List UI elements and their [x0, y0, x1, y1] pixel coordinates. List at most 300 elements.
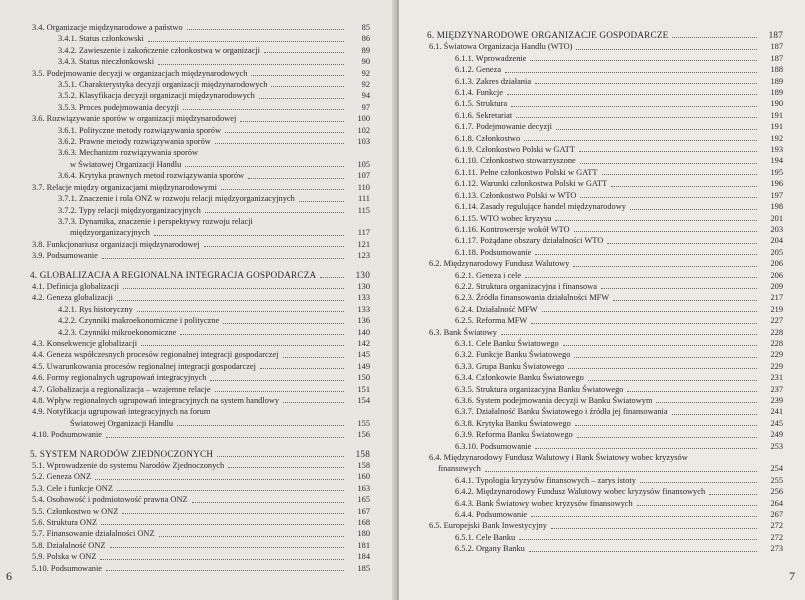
toc-entry-title: 3.7.2. Typy relacji międzyorganizacyjnych	[58, 205, 201, 215]
toc-leader-dots	[223, 323, 344, 324]
toc-entry	[427, 429, 783, 440]
toc-leader-dots	[640, 482, 757, 483]
toc-leader-dots	[228, 467, 344, 468]
toc-leader-dots	[110, 547, 345, 548]
toc-entry-title: 3.5.2. Klasyfikacja decyzji organizacji międzynarodowych	[58, 91, 255, 101]
toc-entry	[427, 133, 783, 144]
toc-entry-title: Światowej Organizacji Handlu	[70, 418, 174, 428]
toc-entry-page: 145	[357, 350, 370, 360]
toc-entry-page: 203	[770, 224, 783, 234]
toc-leader-dots	[148, 41, 344, 42]
toc-entry-page: 92	[361, 68, 370, 78]
toc-entry-title: 6.2.4. Działalność MFW	[455, 304, 538, 314]
page-number-right: 7	[789, 569, 795, 583]
toc-leader-dots	[611, 186, 757, 187]
toc-entry-page: 151	[357, 384, 370, 394]
toc-entry-page: 273	[770, 544, 783, 554]
toc-leader-dots	[260, 368, 344, 369]
toc-leader-dots	[187, 29, 344, 30]
toc-leader-dots	[574, 231, 757, 232]
toc-entry-page: 123	[357, 251, 370, 261]
toc-entry-title: 6.1.17. Pożądane obszary działalności WTO	[455, 236, 604, 246]
toc-leader-dots	[100, 559, 344, 560]
toc-entry-title: 5.6. Struktura ONZ	[32, 518, 98, 528]
toc-entry-page: 191	[770, 110, 783, 120]
toc-entry-title: 4. GLOBALIZACJA A REGIONALNA INTEGRACJA GOSPODARCZA	[30, 269, 317, 280]
toc-leader-dots	[225, 132, 344, 133]
toc-leader-dots	[535, 83, 757, 84]
toc-entry-title: 4.6. Formy regionalnych ugrupowań integracyjnych	[32, 373, 207, 383]
toc-entry-title: 3.6.2. Prawne metody rozwiązywania sporów	[58, 137, 211, 147]
toc-entry	[427, 190, 783, 201]
toc-entry-title: 4.2.2. Czynniki makroekonomiczne i polityczne	[58, 316, 220, 326]
toc-entry	[427, 372, 783, 383]
toc-entry	[30, 113, 370, 124]
toc-entry	[427, 144, 783, 155]
toc-entry	[30, 205, 370, 216]
toc-leader-dots	[122, 513, 344, 514]
toc-entry-page: 97	[361, 102, 370, 112]
toc-leader-dots	[180, 334, 344, 335]
toc-leader-dots	[507, 94, 757, 95]
toc-entry-title: 5.8. Działalność ONZ	[32, 540, 106, 550]
toc-leader-dots	[531, 516, 757, 517]
toc-entry-page: 133	[357, 293, 370, 303]
toc-entry-page: 110	[357, 182, 370, 192]
toc-entry-page: 189	[770, 76, 783, 86]
toc-entry	[30, 45, 370, 56]
toc-entry	[30, 239, 370, 250]
toc-entry-title: 6.5.1. Cele Banku	[455, 532, 516, 542]
toc-leader-dots	[117, 300, 344, 301]
toc-leader-dots	[159, 536, 344, 537]
toc-leader-dots	[551, 528, 757, 529]
toc-entry-page: 249	[770, 430, 783, 440]
toc-entry-title: 6.4. Międzynarodowy Fundusz Walutowy i Bank Światowy wobec kryzysów	[429, 453, 688, 463]
toc-entry-page: 102	[357, 125, 370, 135]
toc-leader-dots	[299, 201, 344, 202]
toc-entry-page: 167	[357, 506, 370, 516]
toc-leader-dots	[102, 258, 344, 259]
toc-entry	[30, 102, 370, 113]
toc-entry-title: 6.4.1. Typologia kryzysów finansowych – zarys istoty	[455, 475, 636, 485]
toc-leader-dots	[137, 311, 344, 312]
toc-entry-page: 160	[357, 472, 370, 482]
toc-entry	[427, 486, 783, 497]
toc-entry-page: 191	[770, 122, 783, 132]
toc-entry-page: 272	[770, 532, 783, 542]
toc-entry-title: 6.1.13. Członkostwo Polski w WTO	[455, 190, 577, 200]
toc-entry	[427, 463, 783, 474]
toc-leader-dots	[656, 402, 757, 403]
toc-entry	[427, 543, 783, 554]
toc-entry-page: 136	[357, 316, 370, 326]
toc-entry-title: 3.5.1. Charakterystyka decyzji organizacji międzynarodowych	[58, 80, 268, 90]
toc-entry-page: 205	[770, 247, 783, 257]
toc-entry-title: 6.1.6. Sekretariat	[455, 110, 513, 120]
toc-entry	[30, 182, 370, 193]
toc-entry-title: 6.2.2. Struktura organizacyjna i finansowa	[455, 281, 597, 291]
toc-entry-page: 85	[361, 23, 370, 32]
toc-entry-title: 6.1.9. Członkostwo Polski w GATT	[455, 145, 575, 155]
toc-leader-dots	[221, 189, 344, 190]
toc-entry-page: 180	[357, 529, 370, 539]
toc-leader-dots	[672, 414, 757, 415]
toc-entry-title: 5. SYSTEM NARODÓW ZJEDNOCZONYCH	[30, 448, 214, 459]
toc-entry	[30, 506, 370, 517]
toc-entry-title: 6.1.7. Podejmowanie decyzji	[455, 122, 552, 132]
toc-entry-page: 90	[361, 57, 370, 67]
toc-entry-title: 6.3.7. Działalność Banku Światowego i źródła jej finansowania	[455, 407, 668, 417]
toc-entry	[427, 155, 783, 166]
toc-entry-page: 209	[770, 281, 783, 291]
toc-leader-dots	[529, 551, 757, 552]
toc-entry-page: 121	[357, 239, 370, 249]
toc-entry	[30, 304, 370, 315]
toc-entry	[427, 224, 783, 235]
toc-leader-dots	[183, 109, 344, 110]
toc-entry-title: 6.3.5. Struktura organizacyjna Banku Światowego	[455, 384, 624, 394]
toc-leader-dots	[271, 86, 344, 87]
toc-entry-title: 6.1.4. Funkcje	[455, 88, 503, 98]
toc-entry-title: 3.6.1. Polityczne metody rozwiązywania sporów	[58, 125, 222, 135]
toc-leader-dots	[607, 243, 757, 244]
toc-entry	[30, 540, 370, 551]
toc-entry	[427, 452, 783, 463]
toc-leader-dots	[101, 524, 344, 525]
toc-entry-title: 5.4. Osobowość i podmiotowość prawna ONZ	[32, 495, 188, 505]
toc-entry-title: 6.3.10. Podsumowanie	[455, 441, 532, 451]
toc-entry-title: 6.3. Bank Światowy	[429, 327, 497, 337]
toc-entry	[427, 441, 783, 452]
toc-leader-dots	[531, 323, 757, 324]
toc-entry-title: 6.1.2. Geneza	[455, 65, 502, 75]
toc-chapter	[30, 270, 370, 281]
toc-entry-page: 272	[770, 521, 783, 531]
toc-entry	[30, 338, 370, 349]
toc-entry-title: 3.9. Podsumowanie	[32, 251, 98, 261]
toc-entry-page: 188	[770, 65, 783, 75]
toc-entry	[30, 159, 370, 170]
toc-entry-title: 3.4.1. Status członkowski	[58, 34, 144, 44]
toc-leader-dots	[530, 60, 757, 61]
toc-leader-dots	[576, 49, 757, 50]
toc-entry-title: 5.2. Geneza ONZ	[32, 472, 92, 482]
toc-entry	[30, 528, 370, 539]
toc-leader-dots	[320, 277, 344, 278]
toc-entry	[30, 460, 370, 471]
toc-leader-dots	[240, 121, 344, 122]
toc-entry-title: 6.5.2. Organy Banku	[455, 544, 525, 554]
toc-entry-page: 185	[357, 563, 370, 573]
toc-entry-title: 6.3.1. Cele Banku Światowego	[455, 338, 559, 348]
toc-entry-title: 6.1. Światowa Organizacja Handlu (WTO)	[429, 42, 573, 52]
toc-entry-title: 3.4.3. Status nieczłonkowski	[58, 57, 155, 67]
toc-entry	[30, 68, 370, 79]
toc-leader-dots	[217, 456, 344, 457]
toc-entry	[30, 90, 370, 101]
toc-leader-dots	[106, 437, 344, 438]
toc-entry-page: 149	[357, 361, 370, 371]
toc-entry-page: 198	[770, 202, 783, 212]
page-number-left: 6	[6, 569, 12, 583]
toc-entry-page: 237	[770, 384, 783, 394]
toc-entry-page: 117	[357, 228, 370, 238]
toc-entry-title: 3.5.3. Proces podejmowania decyzji	[58, 102, 179, 112]
toc-entry-title: 5.7. Finansowanie działalności ONZ	[32, 529, 155, 539]
toc-entry-page: 150	[357, 373, 370, 383]
toc-entry-page: 189	[770, 88, 783, 98]
toc-entry-page: 133	[357, 304, 370, 314]
toc-leader-dots	[556, 129, 757, 130]
toc-entry-title: w Światowej Organizacji Handlu	[70, 159, 182, 169]
toc-entry-title: 3.7.1. Znaczenie i rola ONZ w rozwoju relacji międzyorganizacyjnych	[58, 194, 295, 204]
toc-leader-dots	[117, 490, 344, 491]
toc-entry-title: 5.5. Członkostwo w ONZ	[32, 506, 119, 516]
toc-leader-dots	[575, 425, 757, 426]
toc-entry-title: 6.4.2. Międzynarodowy Fundusz Walutowy wobec kryzysów finansowych	[455, 487, 706, 497]
toc-leader-dots	[154, 235, 344, 236]
toc-entry-title: 5.1. Wprowadzenie do systemu Narodów Zjednoczonych	[32, 461, 225, 471]
toc-entry	[427, 384, 783, 395]
toc-entry-title: 6.1.3. Zakres działania	[455, 76, 532, 86]
toc-entry	[427, 475, 783, 486]
toc-entry	[427, 361, 783, 372]
toc-entry	[30, 349, 370, 360]
toc-entry-page: 228	[770, 338, 783, 348]
toc-entry	[427, 406, 783, 417]
toc-entry-page: 156	[357, 430, 370, 440]
toc-entry	[30, 315, 370, 326]
toc-entry	[30, 79, 370, 90]
toc-entry	[30, 418, 370, 429]
toc-leader-dots	[106, 570, 344, 571]
toc-leader-dots	[519, 539, 757, 540]
toc-entry	[30, 227, 370, 238]
toc-entry	[30, 136, 370, 147]
toc-entry-page: 184	[357, 552, 370, 562]
toc-entry-title: finansowych	[438, 464, 481, 474]
toc-leader-dots	[185, 166, 344, 167]
toc-entry	[30, 384, 370, 395]
toc-entry	[427, 213, 783, 224]
toc-entry-title: 5.9. Polska w ONZ	[32, 552, 97, 562]
toc-entry	[427, 87, 783, 98]
toc-entry-title: 3.8. Funkcjonariusz organizacji międzynarodowej	[32, 239, 200, 249]
toc-entry	[30, 147, 370, 158]
toc-entry-page: 187	[768, 30, 783, 40]
toc-entry	[427, 235, 783, 246]
toc-entry-page: 94	[361, 91, 370, 101]
toc-leader-dots	[602, 174, 757, 175]
toc-entry-page: 107	[357, 171, 370, 181]
toc-leader-dots	[158, 64, 344, 65]
toc-entry	[30, 170, 370, 181]
toc-entry-title: 6.3.8. Krytyka Banku Światowego	[455, 418, 571, 428]
toc-entry	[30, 327, 370, 338]
toc-entry	[30, 125, 370, 136]
toc-entry-title: 6.3.4. Członkowie Banku Światowego	[455, 373, 584, 383]
toc-entry-page: 158	[357, 461, 370, 471]
toc-entry-title: 6.1.8. Członkostwo	[455, 133, 521, 143]
toc-entry-page: 194	[770, 156, 783, 166]
toc-entry	[30, 372, 370, 383]
toc-entry-title: 4.3. Konsekwencje globalizacji	[32, 338, 138, 348]
toc-entry-title: 4.5. Uwarunkowania procesów regionalnej integracji gospodarczej	[32, 361, 256, 371]
toc-entry-page: 229	[770, 350, 783, 360]
toc-entry-page: 264	[770, 498, 783, 508]
toc-entry-title: 3.6.3. Mechanizm rozwiązywania sporów	[58, 148, 199, 158]
toc-leader-dots	[516, 117, 757, 118]
toc-entry-title: 6.1.1. Wprowadzenie	[455, 53, 527, 63]
toc-leader-dots	[524, 140, 757, 141]
toc-entry	[427, 395, 783, 406]
toc-entry	[427, 270, 783, 281]
toc-entry-title: 3.6. Rozwiązywanie sporów w organizacji międzynarodowej	[32, 114, 237, 124]
toc-leader-dots	[511, 106, 757, 107]
toc-chapter	[427, 30, 783, 41]
toc-leader-dots	[672, 37, 757, 38]
toc-entry-page: 92	[361, 80, 370, 90]
toc-entry	[427, 338, 783, 349]
toc-leader-dots	[627, 391, 757, 392]
toc-leader-dots	[505, 72, 757, 73]
toc-leader-dots	[574, 357, 757, 358]
toc-entry	[30, 517, 370, 528]
toc-entry-title: 4.4. Geneza współczesnych procesów regionalnej integracji gospodarczej	[32, 350, 279, 360]
toc-entry-title: 4.9. Notyfikacja ugrupowań integracyjnych na forum	[32, 407, 211, 417]
toc-entry-title: 6. MIĘDZYNARODOWE ORGANIZACJE GOSPODARCZE	[427, 30, 669, 40]
toc-leader-dots	[283, 402, 344, 403]
toc-entry	[427, 98, 783, 109]
toc-entry-page: 204	[770, 236, 783, 246]
toc-leader-dots	[259, 98, 344, 99]
toc-leader-dots	[215, 143, 344, 144]
toc-entry-page: 165	[357, 495, 370, 505]
toc-left	[30, 22, 370, 574]
toc-entry-page: 181	[357, 540, 370, 550]
toc-entry-title: 6.2. Międzynarodowy Fundusz Walutowy	[429, 259, 570, 269]
toc-entry-title: 4.1. Definicja globalizacji	[32, 281, 119, 291]
toc-entry-page: 227	[770, 316, 783, 326]
toc-entry	[30, 216, 370, 227]
toc-entry	[30, 471, 370, 482]
toc-entry	[30, 494, 370, 505]
toc-leader-dots	[251, 75, 344, 76]
toc-entry-title: 6.3.9. Reforma Banku Światowego	[455, 430, 573, 440]
toc-entry-page: 111	[358, 194, 370, 204]
toc-leader-dots	[563, 345, 757, 346]
toc-entry-title: 3.6.4. Krytyka prawnych metod rozwiązywania sporów	[58, 171, 245, 181]
toc-entry-page: 140	[357, 327, 370, 337]
toc-entry	[30, 361, 370, 372]
toc-entry-page: 206	[770, 259, 783, 269]
toc-entry	[427, 76, 783, 87]
toc-entry	[427, 167, 783, 178]
toc-entry	[30, 22, 370, 33]
toc-entry-page: 197	[770, 190, 783, 200]
toc-leader-dots	[192, 502, 344, 503]
toc-entry	[30, 56, 370, 67]
toc-entry-title: międzyorganizacyjnych	[70, 228, 150, 238]
toc-entry-page: 253	[770, 441, 783, 451]
toc-entry-title: 4.10. Podsumowanie	[32, 430, 103, 440]
toc-leader-dots	[601, 288, 757, 289]
toc-leader-dots	[205, 212, 344, 213]
toc-entry-page: 154	[357, 396, 370, 405]
toc-entry	[427, 315, 783, 326]
toc-entry-title: 3.4. Organizacje międzynarodowe a państwo	[32, 23, 183, 32]
toc-entry-title: 6.2.5. Reforma MFW	[455, 316, 528, 326]
toc-leader-dots	[579, 151, 757, 152]
toc-leader-dots	[141, 345, 344, 346]
toc-entry-page: 201	[770, 213, 783, 223]
toc-entry-page: 206	[770, 270, 783, 280]
toc-chapter	[30, 449, 370, 460]
toc-entry-title: 6.1.14. Zasady regulujące handel międzynarodowy	[455, 202, 626, 212]
toc-entry-page: 196	[770, 179, 783, 189]
toc-entry	[30, 292, 370, 303]
toc-entry-title: 3.7.3. Dynamika, znaczenie i perspektywy rozwoju relacji	[58, 216, 253, 226]
toc-entry-page: 192	[770, 133, 783, 143]
toc-entry-title: 6.3.6. System podejmowania decyzji w Banku Światowym	[455, 396, 653, 405]
toc-entry-title: 6.1.10. Członkostwo stowarzyszone	[455, 156, 576, 166]
toc-entry-page: 245	[770, 418, 783, 428]
toc-leader-dots	[580, 163, 757, 164]
toc-entry-page: 193	[770, 145, 783, 155]
toc-entry	[427, 532, 783, 543]
toc-entry	[30, 395, 370, 406]
toc-entry	[427, 178, 783, 189]
toc-entry	[427, 41, 783, 52]
toc-leader-dots	[123, 288, 344, 289]
toc-entry	[427, 418, 783, 429]
toc-entry-title: 6.1.5. Struktura	[455, 99, 508, 109]
toc-entry-title: 5.10. Podsumowanie	[32, 563, 103, 573]
toc-entry-page: 163	[357, 483, 370, 493]
toc-entry-title: 5.3. Cele i funkcje ONZ	[32, 483, 113, 493]
toc-entry	[30, 281, 370, 292]
toc-entry	[427, 247, 783, 258]
toc-leader-dots	[613, 300, 757, 301]
toc-leader-dots	[95, 479, 344, 480]
toc-entry-title: 6.4.4. Podsumowanie	[455, 510, 528, 520]
toc-entry	[30, 33, 370, 44]
toc-entry	[427, 110, 783, 121]
toc-leader-dots	[535, 448, 757, 449]
toc-entry-title: 6.2.1. Geneza i cele	[455, 270, 522, 280]
toc-entry	[427, 292, 783, 303]
toc-entry-title: 4.7. Globalizacja a regionalizacja – wzajemne relacje	[32, 384, 211, 394]
toc-entry-page: 231	[770, 373, 783, 383]
toc-entry-title: 6.1.11. Pełne członkostwo Polski w GATT	[455, 167, 598, 177]
toc-entry-page: 255	[770, 475, 783, 485]
toc-entry-title: 3.5. Podejmowanie decyzji w organizacjach międzynarodowych	[32, 68, 248, 78]
toc-entry	[427, 327, 783, 338]
toc-leader-dots	[630, 209, 757, 210]
toc-leader-dots	[709, 494, 757, 495]
toc-entry-title: 4.2.1. Rys historyczny	[58, 304, 133, 314]
toc-entry-title: 3.4.2. Zawieszenie i zakończenie członkostwa w organizacji	[58, 45, 260, 55]
toc-leader-dots	[577, 437, 757, 438]
toc-entry	[427, 520, 783, 531]
toc-leader-dots	[264, 52, 344, 53]
toc-entry-page: 187	[770, 42, 783, 52]
toc-entry-title: 6.1.15. WTO wobec kryzysu	[455, 213, 552, 223]
toc-entry-page: 103	[357, 137, 370, 147]
toc-entry-page: 254	[770, 464, 783, 474]
toc-entry-page: 187	[770, 53, 783, 63]
